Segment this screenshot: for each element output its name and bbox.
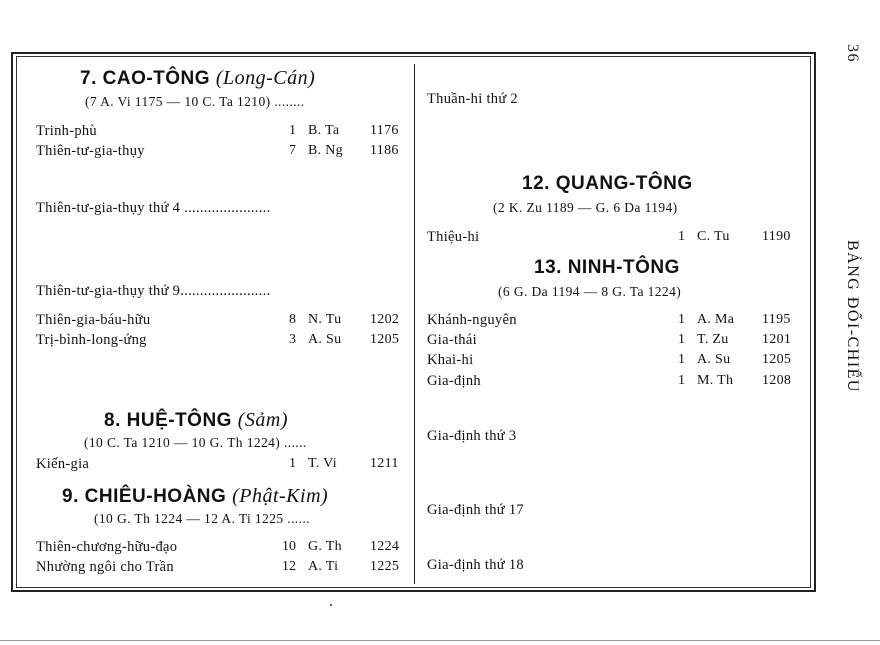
- range-ninh-tong: (6 G. Da 1194 — 8 G. Ta 1224): [498, 284, 682, 299]
- range-quang-tong: (2 K. Zu 1189 — G. 6 Da 1194): [493, 200, 678, 215]
- table-row: Thiên-tư-gia-thụy thứ 9.......................: [36, 283, 271, 299]
- table-row: Thiên-tư-gia-thụy thứ 4 ......................: [36, 200, 271, 216]
- page-number: 36: [844, 44, 861, 63]
- heading-cao-tong: 7. CAO-TÔNG (Long-Cán): [80, 67, 316, 89]
- column-divider: [414, 64, 415, 584]
- heading-ninh-tong: 13. NINH-TÔNG: [534, 257, 680, 278]
- heading-quang-tong: 12. QUANG-TÔNG: [522, 173, 693, 194]
- table-row: Thuần-hi thứ 2: [427, 91, 518, 107]
- range-cao-tong: (7 A. Vi 1175 — 10 C. Ta 1210) ........: [85, 94, 305, 109]
- speck: [330, 604, 332, 606]
- range-hue-tong: (10 C. Ta 1210 — 10 G. Th 1224) ......: [84, 435, 307, 450]
- table-row: Gia-định thứ 18: [427, 557, 524, 573]
- table-row: Gia-định thứ 3: [427, 428, 517, 444]
- heading-chieu-hoang: 9. CHIÊU-HOÀNG (Phật-Kim): [62, 485, 329, 507]
- heading-hue-tong: 8. HUỆ-TÔNG (Sảm): [104, 409, 288, 431]
- running-head: BẢNG ĐỐI-CHIẾU: [844, 240, 861, 393]
- range-chieu-hoang: (10 G. Th 1224 — 12 A. Ti 1225 ......: [94, 511, 310, 526]
- table-row: Gia-định thứ 17: [427, 502, 524, 518]
- scan-bottom-edge: [0, 640, 880, 641]
